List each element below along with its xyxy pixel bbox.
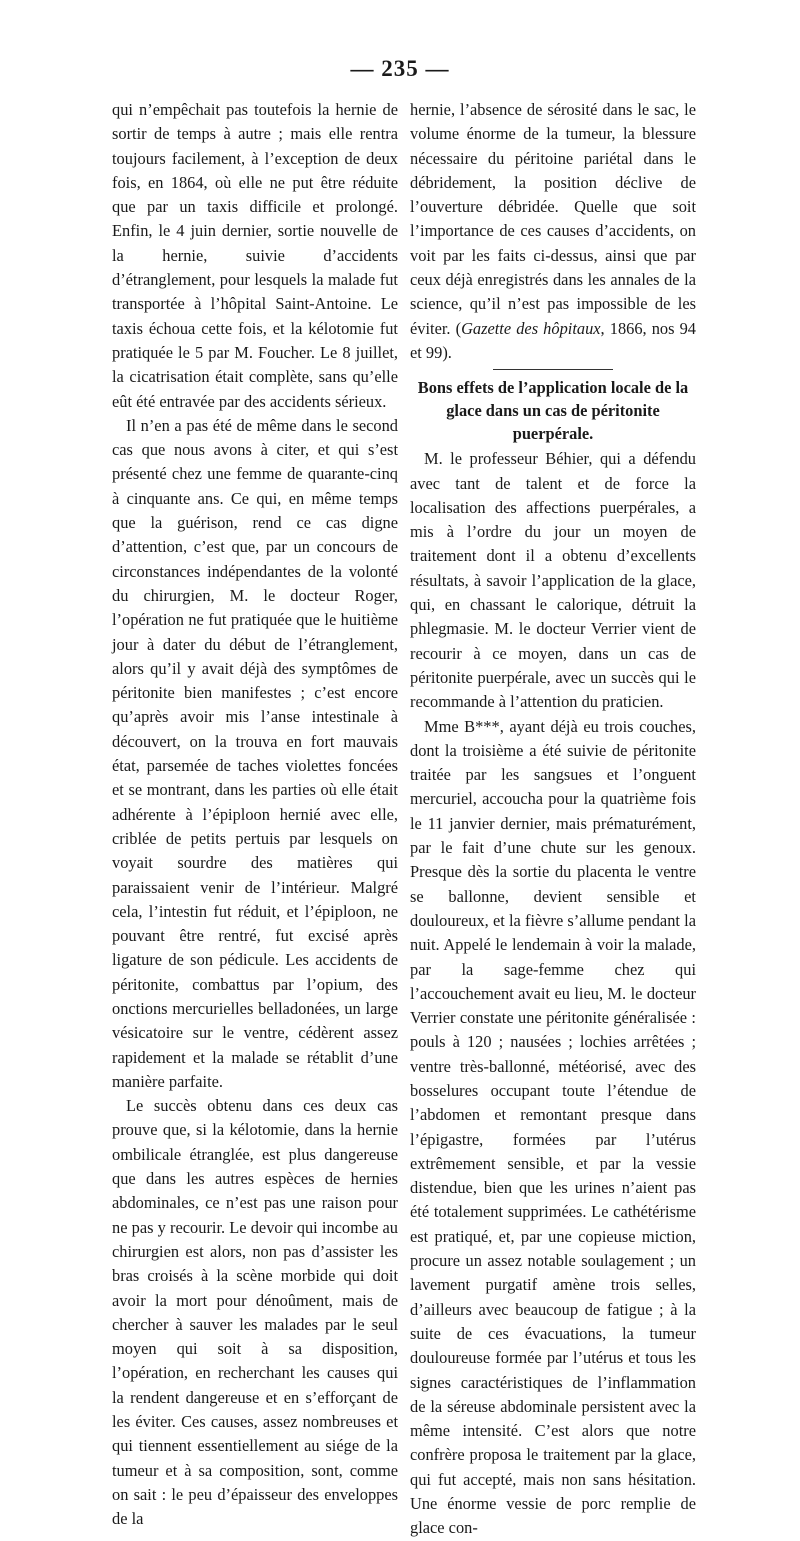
page-number: — 235 —	[350, 56, 450, 81]
right-paragraph-2: M. le professeur Béhier, qui a défendu avec tant de talent et de force la localisation des affections puerpérales, a mis à l’ordre du jour un moyen de traitement dont il a obtenu d’excellents résultats, à savoir l’application de la glace, qui, en chassant le calorique, détruit la phlegmasie. M. le docteur Verrier vient de recourir à ce moyen, dans un cas de péritonite puerpérale, avec un succès qui le recommande à l’attention du praticien.	[410, 449, 696, 712]
right-paragraph-1-tail: , 1866, nos 94 et 99).	[410, 318, 696, 362]
right-paragraph-3: Mme B***, ayant déjà eu trois couches, dont la troisième a été suivie de péritonite traitée par les sangsues et l’onguent mercuriel, accoucha pour la quatrième fois le 11 janvier dernier, mais prématurément, par le fait d’une chute sur les genoux. Presque dès la sortie du placenta le ventre se ballonne, devient sensible et douloureux, et la fièvre s’allume pendant la nuit. Appelé le lendemain à voir la malade, par la sage-femme chez qui l’accouchement avait eu lieu, M. le docteur Verrier constate une péritonite généralisée : pouls à 120 ; nausées ; lochies arrêtées ; ventre très-ballonné, météorisé, avec des bosselures occupant toute l’étendue de l’abdomen et remontant presque dans l’épigastre, formées par l’utérus extrêmement sensible, et par la vessie distendue, bien que les urines n’aient pas été totalement supprimées. Le cathétérisme est pratiqué, et, par une copieuse miction, procure un assez notable soulagement ; un lavement purgatif amène trois selles, d’ailleurs avec beaucoup de fatigue ; à la suite de ces évacuations, la tumeur douloureuse formée par l’utérus et tous les signes caractéristiques de l’inflammation de la séreuse abdominale persistent avec la même intensité. C’est alors que notre confrère proposa le traitement par la glace, qui fut accepté, mais non sans hésitation. Une énorme vessie de porc remplie de glace con-	[410, 716, 696, 1538]
left-column	[112, 98, 398, 1532]
left-paragraph-1: qui n’empêchait pas toutefois la hernie de sortir de temps à autre ; mais elle rentra toujours facilement, à l’exception de deux fois, en 1864, où elle ne put être réduite que par un taxis difficile et prolongé. Enfin, le 4 juin dernier, sortie nouvelle de la hernie, suivie d’accidents d’étranglement, pour lesquels la malade fut transportée à l’hôpital Saint-Antoine. Le taxis échoua cette fois, et la kélotomie fut pratiquée le 5 par M. Foucher. Le 8 juillet, la cicatrisation était complète, sans qu’elle eût été entravée par des accidents sérieux.	[112, 100, 398, 411]
right-paragraph-1-text: hernie, l’absence de sérosité dans le sac, le volume énorme de la tumeur, la blessure nécessaire du péritoine pariétal dans le débridement, la position déclive de l’ouverture débridée. Quelle que soit l’importance de ces causes d’accidents, on voit par les faits ci-dessus, ainsi que par ceux déjà enregistrés dans les annales de la science, qu’il n’est pas impossible de les éviter. (	[410, 100, 696, 338]
section-divider	[493, 369, 613, 370]
citation-source: Gazette des hôpitaux	[461, 318, 601, 338]
right-paragraph-1	[410, 98, 696, 365]
section-heading: Bons effets de l’application locale de la glace dans un cas de péritonite puerpérale.	[417, 378, 689, 444]
left-paragraph-2: Il n’en a pas été de même dans le second cas que nous avons à citer, et qui s’est présenté chez une femme de quarante-cinq à cinquante ans. Ce qui, en même temps que la guérison, rend ce cas digne d’attention, c’est que, par un concours de circonstances indépendantes de la volonté du chirurgien, M. le docteur Roger, l’opération ne fut pratiquée que le huitième jour à dater du début de l’étranglement, alors qu’il y avait déjà des symptômes de péritonite bien manifestes ; c’est encore qu’après avoir mis l’anse intestinale à découvert, on la trouva en fort mauvais état, parsemée de taches violettes foncées et se montrant, dans les parties où elle était adhérente à l’épiploon hernié avec elle, criblée de petits pertuis par lesquels on voyait sourdre des matières qui paraissaient venir de l’intérieur. Malgré cela, l’intestin fut réduit, et l’épiploon, ne pouvant être rentré, fut excisé après ligature de son pédicule. Les accidents de péritonite, combattus par l’opium, des onctions mercurielles belladonées, un large vésicatoire sur le ventre, cédèrent assez rapidement et la malade se rétablit d’une manière parfaite.	[112, 415, 398, 1091]
right-column	[410, 98, 696, 1541]
left-paragraph-3: Le succès obtenu dans ces deux cas prouve que, si la kélotomie, dans la hernie ombilicale étranglée, est plus dangereuse que dans les autres espèces de hernies abdominales, ce n’est pas une raison pour ne pas y recourir. Le devoir qui incombe au chirurgien est alors, non pas d’assister les bras croisés à la scène morbide qui doit avoir la mort pour dénoûment, mais de chercher à sauver les malades par le seul moyen qui soit à sa disposition, l’opération, en recherchant les causes qui la rendent dangereuse et en s’efforçant de les éviter. Ces causes, assez nombreuses et qui tiennent essentiellement au siége de la tumeur et à sa composition, sont, comme on sait : le peu d’épaisseur des enveloppes de la	[112, 1096, 398, 1529]
